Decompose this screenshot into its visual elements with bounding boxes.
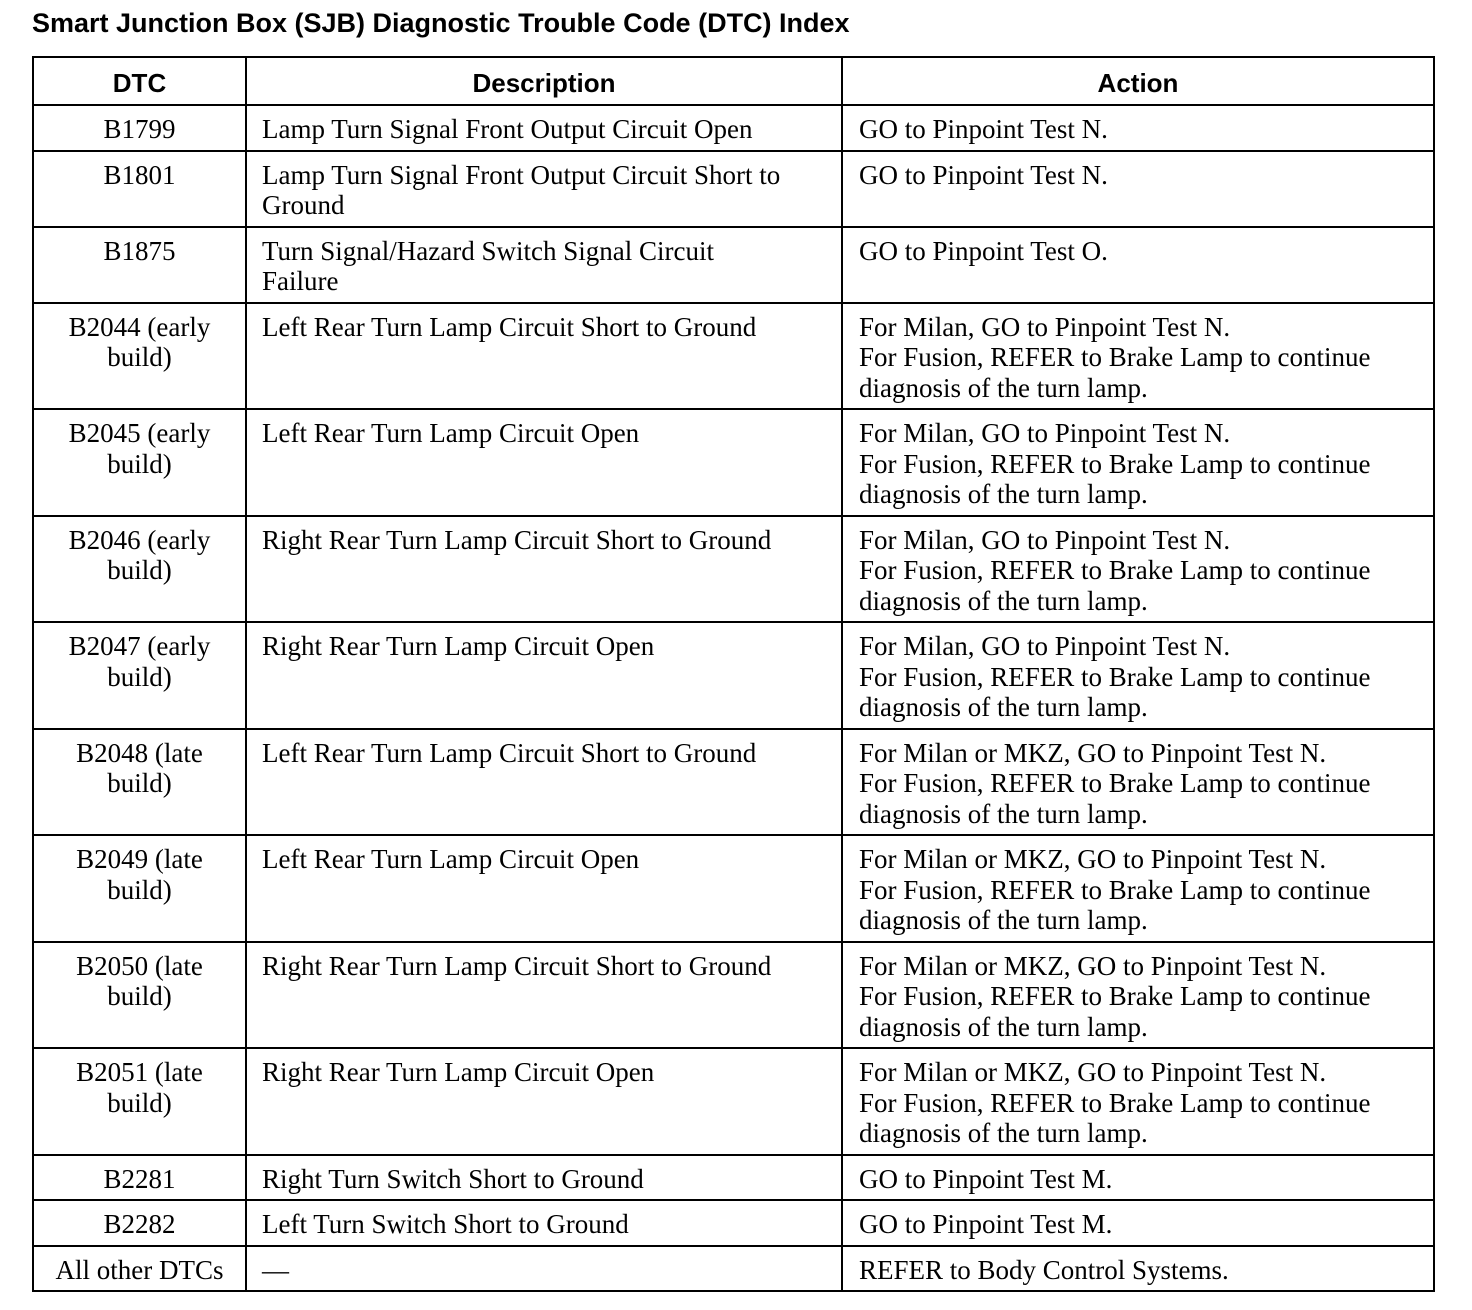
action-cell xyxy=(842,1155,1434,1201)
action-cell-line: For Milan, GO to Pinpoint Test N. xyxy=(859,418,1231,448)
description-cell xyxy=(246,1048,842,1155)
dtc-cell-line: All other DTCs xyxy=(55,1254,224,1285)
description-cell xyxy=(246,227,842,303)
description-cell-line: Right Turn Switch Short to Ground xyxy=(262,1163,644,1194)
action-cell xyxy=(842,1048,1434,1155)
action-cell-line: For Fusion, REFER to Brake Lamp to continue xyxy=(859,555,1371,585)
table-row xyxy=(33,1048,1434,1155)
action-cell-line: REFER to Body Control Systems. xyxy=(859,1254,1229,1285)
dtc-cell xyxy=(33,1048,246,1155)
description-cell-line: Turn Signal/Hazard Switch Signal Circuit xyxy=(262,235,714,266)
description-cell xyxy=(246,409,842,516)
description-cell-line: Ground xyxy=(262,190,345,220)
description-cell-line: Left Rear Turn Lamp Circuit Open xyxy=(262,844,640,874)
description-cell-line: Right Rear Turn Lamp Circuit Open xyxy=(262,631,655,661)
column-header-description: Description xyxy=(246,57,842,105)
dtc-cell xyxy=(33,105,246,151)
dtc-cell-line: B2047 (early xyxy=(68,631,211,661)
column-header-action: Action xyxy=(842,57,1434,105)
dtc-cell-line: B2281 xyxy=(103,1163,176,1194)
dtc-cell-line: build) xyxy=(107,342,172,372)
action-cell-line: diagnosis of the turn lamp. xyxy=(859,692,1148,722)
dtc-cell-line: B2051 (late xyxy=(76,1057,203,1087)
action-cell-line: For Fusion, REFER to Brake Lamp to continue xyxy=(859,1087,1371,1118)
table-row xyxy=(33,835,1434,942)
dtc-cell xyxy=(33,1200,246,1246)
table-row xyxy=(33,516,1434,623)
description-cell xyxy=(246,729,842,836)
dtc-cell-line: B2049 (late xyxy=(76,844,203,874)
description-cell-line: Lamp Turn Signal Front Output Circuit Short to xyxy=(262,159,781,190)
dtc-cell-line: build) xyxy=(107,661,172,692)
action-cell xyxy=(842,1200,1434,1246)
dtc-cell xyxy=(33,1155,246,1201)
dtc-cell-line: B2045 (early xyxy=(68,418,211,448)
column-header-dtc: DTC xyxy=(33,57,246,105)
dtc-cell xyxy=(33,942,246,1049)
action-cell xyxy=(842,409,1434,516)
dtc-cell xyxy=(33,622,246,729)
description-cell-line: Left Rear Turn Lamp Circuit Open xyxy=(262,418,640,448)
dtc-cell-line: B1801 xyxy=(103,159,176,190)
description-cell-line: Right Rear Turn Lamp Circuit Open xyxy=(262,1057,655,1087)
dtc-index-table xyxy=(32,56,1435,1292)
page-title: Smart Junction Box (SJB) Diagnostic Trouble Code (DTC) Index xyxy=(32,8,850,38)
description-cell-line: Lamp Turn Signal Front Output Circuit Open xyxy=(262,114,753,144)
dtc-cell-line: build) xyxy=(107,981,172,1011)
table-row xyxy=(33,729,1434,836)
description-cell xyxy=(246,151,842,227)
action-cell-line: For Milan, GO to Pinpoint Test N. xyxy=(859,524,1231,555)
dtc-cell-line: B2282 xyxy=(103,1209,176,1239)
action-cell xyxy=(842,105,1434,151)
action-cell xyxy=(842,622,1434,729)
dtc-cell xyxy=(33,835,246,942)
action-cell-line: GO to Pinpoint Test M. xyxy=(859,1163,1113,1194)
dtc-cell xyxy=(33,227,246,303)
description-cell xyxy=(246,105,842,151)
table-row xyxy=(33,942,1434,1049)
action-cell-line: diagnosis of the turn lamp. xyxy=(859,905,1148,935)
description-cell xyxy=(246,1200,842,1246)
description-cell-line: Left Rear Turn Lamp Circuit Short to Ground xyxy=(262,311,757,342)
action-cell-line: diagnosis of the turn lamp. xyxy=(859,1118,1148,1148)
table-row xyxy=(33,1246,1434,1292)
description-cell xyxy=(246,1246,842,1292)
action-cell-line: diagnosis of the turn lamp. xyxy=(859,372,1148,403)
action-cell-line: For Milan or MKZ, GO to Pinpoint Test N. xyxy=(859,737,1327,768)
dtc-cell-line: B2044 (early xyxy=(68,311,211,342)
description-cell xyxy=(246,942,842,1049)
dtc-cell-line: B1875 xyxy=(103,235,176,266)
table-body xyxy=(33,105,1434,1291)
action-cell xyxy=(842,516,1434,623)
dtc-cell-line: build) xyxy=(107,448,172,479)
table-row xyxy=(33,622,1434,729)
dtc-cell xyxy=(33,729,246,836)
table-row xyxy=(33,151,1434,227)
action-cell-line: For Milan or MKZ, GO to Pinpoint Test N. xyxy=(859,1057,1327,1087)
table-row xyxy=(33,303,1434,410)
dtc-cell-line: build) xyxy=(107,1087,172,1118)
description-cell xyxy=(246,1155,842,1201)
dtc-cell xyxy=(33,1246,246,1292)
dtc-cell-line: build) xyxy=(107,555,172,585)
table-row xyxy=(33,227,1434,303)
action-cell-line: For Fusion, REFER to Brake Lamp to continue xyxy=(859,768,1371,798)
dtc-cell-line: build) xyxy=(107,874,172,905)
description-cell-line: — xyxy=(262,1254,289,1285)
action-cell-line: diagnosis of the turn lamp. xyxy=(859,585,1148,616)
description-cell xyxy=(246,835,842,942)
action-cell-line: For Fusion, REFER to Brake Lamp to continue xyxy=(859,981,1371,1011)
action-cell xyxy=(842,729,1434,836)
description-cell-line: Failure xyxy=(262,266,339,296)
dtc-cell-line: B1799 xyxy=(103,114,176,144)
header-row xyxy=(33,57,1434,105)
action-cell-line: For Milan, GO to Pinpoint Test N. xyxy=(859,631,1231,661)
table-row xyxy=(33,409,1434,516)
description-cell-line: Left Turn Switch Short to Ground xyxy=(262,1209,629,1239)
action-cell-line: diagnosis of the turn lamp. xyxy=(859,798,1148,829)
description-cell xyxy=(246,622,842,729)
action-cell-line: For Milan or MKZ, GO to Pinpoint Test N. xyxy=(859,950,1327,981)
action-cell xyxy=(842,1246,1434,1292)
action-cell-line: diagnosis of the turn lamp. xyxy=(859,1011,1148,1042)
action-cell-line: For Fusion, REFER to Brake Lamp to continue xyxy=(859,874,1371,905)
dtc-cell-line: B2048 (late xyxy=(76,737,203,768)
dtc-cell-line: B2046 (early xyxy=(68,524,211,555)
action-cell-line: For Milan, GO to Pinpoint Test N. xyxy=(859,311,1231,342)
action-cell xyxy=(842,303,1434,410)
description-cell-line: Right Rear Turn Lamp Circuit Short to Ground xyxy=(262,524,772,555)
action-cell xyxy=(842,151,1434,227)
action-cell-line: For Milan or MKZ, GO to Pinpoint Test N. xyxy=(859,844,1327,874)
action-cell xyxy=(842,835,1434,942)
dtc-cell-line: build) xyxy=(107,768,172,798)
action-cell xyxy=(842,227,1434,303)
action-cell-line: GO to Pinpoint Test O. xyxy=(859,235,1108,266)
action-cell xyxy=(842,942,1434,1049)
action-cell-line: GO to Pinpoint Test M. xyxy=(859,1209,1113,1239)
action-cell-line: GO to Pinpoint Test N. xyxy=(859,159,1108,190)
description-cell-line: Right Rear Turn Lamp Circuit Short to Ground xyxy=(262,950,772,981)
table-row xyxy=(33,1155,1434,1201)
action-cell-line: For Fusion, REFER to Brake Lamp to continue xyxy=(859,342,1371,372)
action-cell-line: diagnosis of the turn lamp. xyxy=(859,479,1148,509)
description-cell-line: Left Rear Turn Lamp Circuit Short to Ground xyxy=(262,737,757,768)
dtc-cell-line: B2050 (late xyxy=(76,950,203,981)
action-cell-line: GO to Pinpoint Test N. xyxy=(859,114,1108,144)
description-cell xyxy=(246,303,842,410)
action-cell-line: For Fusion, REFER to Brake Lamp to continue xyxy=(859,661,1371,692)
dtc-cell xyxy=(33,151,246,227)
action-cell-line: For Fusion, REFER to Brake Lamp to continue xyxy=(859,448,1371,479)
dtc-cell xyxy=(33,303,246,410)
dtc-cell xyxy=(33,409,246,516)
table-row xyxy=(33,105,1434,151)
dtc-cell xyxy=(33,516,246,623)
description-cell xyxy=(246,516,842,623)
table-row xyxy=(33,1200,1434,1246)
